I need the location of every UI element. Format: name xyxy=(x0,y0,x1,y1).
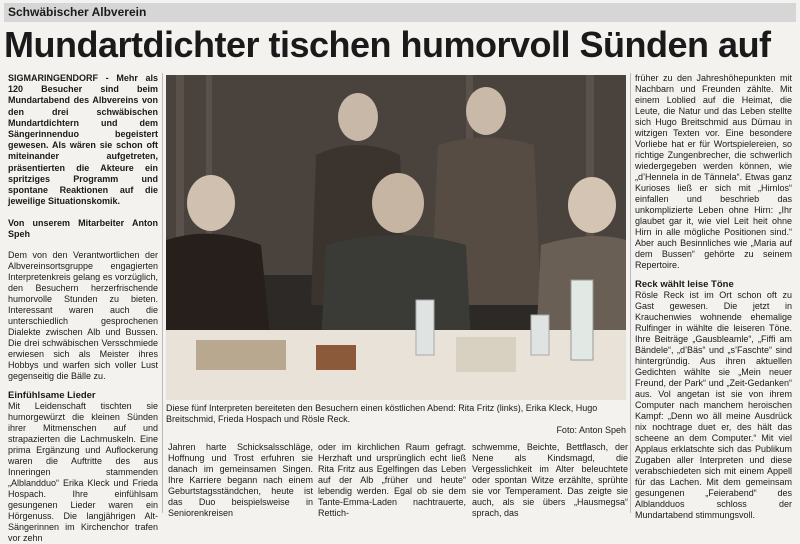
byline: Von unserem Mitarbeiter Anton Speh xyxy=(8,218,158,240)
subheading-1: Einfühlsame Lieder xyxy=(8,390,96,402)
headline: Mundartdichter tischen humorvoll Sünden auf xyxy=(4,24,771,65)
column-bottom-1: Jahren harte Schicksalsschläge, Hoffnung und Trost erfuhren sie danach im gemeinsamen Singen. Ihre Karriere begann nach einem Geburtstagsständchen, heute ist das Duo beispielsweise in Seniorenkreisen xyxy=(168,442,313,518)
body-paragraph-4: Rösle Reck ist im Ort schon oft zu Gast gewesen. Die jetzt in Krauchenwies wohnende ehemalige Rulfinger in wählte die leiseren Töne. Ihre Beiträge „Gausbleamle“, „Fiffi am Bändele“, „d’Bäs“ und „s’Faschte“ sind hintergründig. Aus ihren aktuellen Gedichten wählte sie „Mein neuer Freund, der Park“ und „Zeit-Gedanken“ aus. Vol angetan ist sie von ihrem Computer nach manchem heroischen Kampf: „Denn wo äll meine Ausdrück nix nochtrage duet er, des hält das scheene an dem Computer.“ Mit viel Applaus erklatschte sich das Publikum Zugaben aller Interpreten und diese verabschiedeten sich mit einem Appell für das Lachen. Mit dem gemeinsam gesungenen „Feierabend“ des Alblandduos schloss der Mundartabend stimmungsvoll. xyxy=(635,290,792,520)
column-divider xyxy=(162,73,163,513)
section-kicker xyxy=(4,3,796,22)
column-left xyxy=(8,73,158,544)
column-bottom-3: schwemme, Beichte, Bettflasch, der Nene als Kindsmagd, die Vergesslichkeit im Alter beleuchtete oder spontan Witze erzählte, sprühte sie vor Temperament. Das zeigte sie auch, als sie übers „Hausmegsa“ sprach, das xyxy=(472,442,628,518)
column-divider xyxy=(630,73,631,513)
body-paragraph-3: früher zu den Jahreshöhepunkten mit Nachbarn und Freunden zählte. Mit einem Loblied auf die Heimat, die Leute, die Natur und das Leben stellte sich Hugo Breitschmid aus Dürnau in witzigen Texten vor. Eine besondere Vorliebe hat er für Wortspielereien, so richtige Zungenbrecher, die schwerlich wiedergegeben werden können, wie „d’Hennela in de Tännela“. Etwas ganz Kurioses ließ er sich mit „Hirnlos“ einfallen und beschrieb das unkomplizierte Leben ohne Hirn: „Ihr glaubet gar it, wie viel Leit heit ohne Hirn in alle mögliche Positionen sind.“ Aber auch Besinnliches wie „Maria auf dem Bussen“ gehörte zu seinem Repertoire. xyxy=(635,73,792,270)
lead-paragraph: SIGMARINGENDORF - Mehr als 120 Besucher sind beim Mundartabend des Albvereins von den drei schwäbischen Mundartdichtern und dem Sängerinnenduo begeistert gewesen. Als wären sie schon oft miteinander aufgetreten, präsentierten die Akteure ein spritziges Programm und spontane Reaktionen auf die jeweilige Situationskomik. xyxy=(8,73,158,207)
body-paragraph-2: Mit Leidenschaft tischten sie humorgewürzt die kleinen Sünden ihrer Mitmenschen auf und strapazierten die Lachmuskeln. Eine prima Ergänzung und Auflockerung waren die Auftritte des aus Inneringen stammenden „Alblandduo“ Erika Kleck und Frieda Hospach. Ihre einfühlsam gesungenen Lieder waren ein Hörgenuss. Die langjährigen Alt-Sängerinnen im Kirchenchor trafen vor zehn xyxy=(8,401,158,544)
column-right xyxy=(635,73,792,521)
caption-text: Diese fünf Interpreten bereiteten den Besuchern einen köstlichen Abend: Rita Fritz (links), Erika Kleck, Hugo Breitschmid, Frieda Hospach und Rösle Reck. xyxy=(166,403,598,424)
body-paragraph-1: Dem von den Verantwortlichen der Albvereinsortsgruppe engagierten Interpretenkreis gelang es vorzüglich, den Besuchern herzerfrischende humorvolle Stunden zu bieten. Interessant waren auch die unterschiedlich gesprochenen Dialekte zwischen Alb und Bussen. Die drei schwäbischen Versschmiede erwiesen sich als Meister ihres Hobbys und warfen sich voller Lust gegenseitig die Bälle zu. xyxy=(8,250,158,382)
photo-caption xyxy=(166,403,626,436)
kicker-text: Schwäbischer Albverein xyxy=(8,5,147,19)
subheading-2: Reck wählt leise Töne xyxy=(635,279,734,290)
column-bottom-2: oder im kirchlichen Raum gefragt. Herzhaft und ursprünglich echt ließ Rita Fritz aus Egelfingen das Leben auf der Alb „früher und heute“ lebendig werden. Egal ob sie dem Tante-Emma-Laden nachtrauerte, Rettich- xyxy=(318,442,466,518)
group-photo xyxy=(166,75,626,400)
photo-credit: Foto: Anton Speh xyxy=(556,425,626,435)
